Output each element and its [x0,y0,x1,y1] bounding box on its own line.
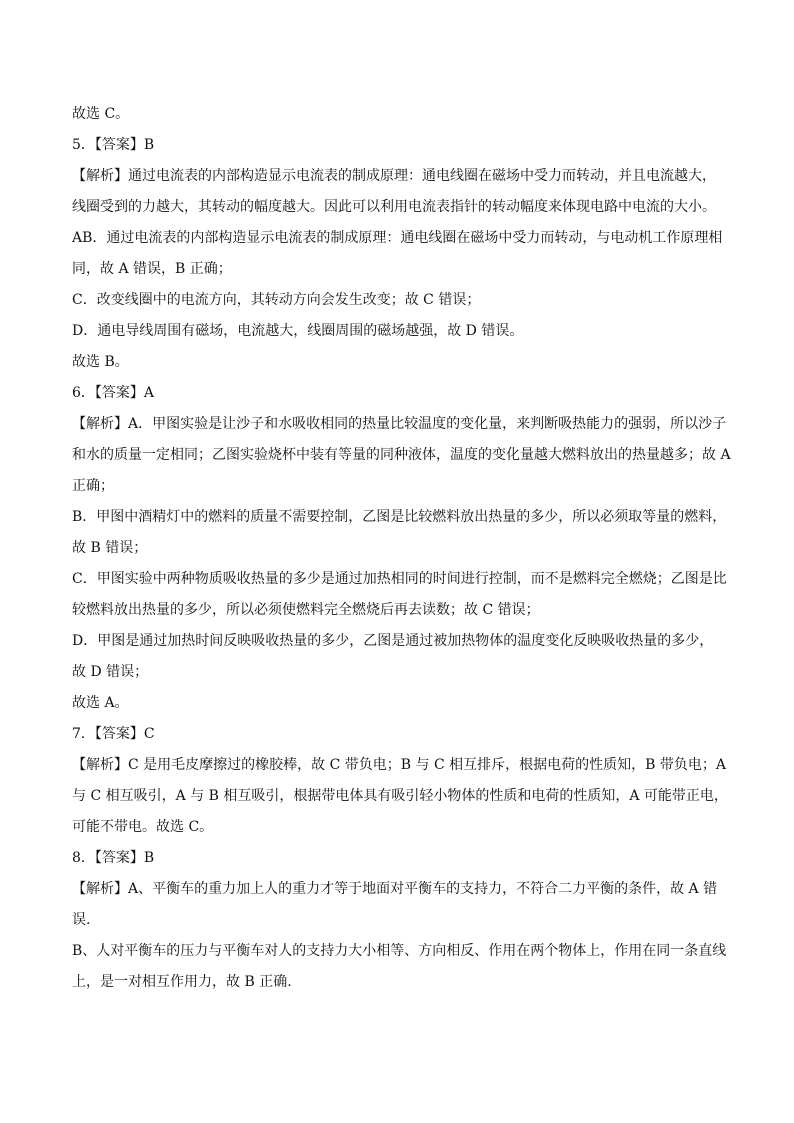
analysis-q8-line-3: B、人对平衡车的压力与平衡车对人的支持力大小相等、方向相反、作用在两个物体上，作用在同一条直线 [72,943,727,959]
document-body [72,99,732,998]
analysis-q5-line-3: AB．通过电流表的内部构造显示电流表的制成原理：通电线圈在磁场中受力而转动，与电动机工作原理相 [72,230,723,246]
analysis-q6-line-6: C．甲图实验中两种物质吸收热量的多少是通过加热相同的时间进行控制，而不是燃料完全燃烧；乙图是比 [72,571,727,587]
analysis-q5-line-6: D．通电导线周围有磁场，电流越大，线圈周围的磁场越强，故 D 错误。 [72,323,524,339]
analysis-q5-line-5: C．改变线圈中的电流方向，其转动方向会发生改变；故 C 错误； [72,292,481,308]
analysis-q6-line-1: 【解析】A．甲图实验是让沙子和水吸收相同的热量比较温度的变化量，来判断吸热能力的强弱，所以沙子 [72,416,727,432]
analysis-q7-line-1: 【解析】C 是用毛皮摩擦过的橡胶棒，故 C 带负电；B 与 C 相互排斥，根据电荷的性质知，B 带负电；A [72,757,726,773]
analysis-q5-line-2: 线圈受到的力越大，其转动的幅度越大。因此可以利用电流表指针的转动幅度来体现电路中电流的大小。 [72,199,716,215]
answer-q7: 7．【答案】C [72,726,155,742]
analysis-q6-line-8: D．甲图是通过加热时间反映吸收热量的多少，乙图是通过被加热物体的温度变化反映吸收热量的多少， [72,633,714,649]
analysis-q6-line-9: 故 D 错误； [72,664,149,680]
analysis-q6-line-7: 较燃料放出热量的多少，所以必须使燃料完全燃烧后再去读数；故 C 错误； [72,602,540,618]
analysis-q8-line-1: 【解析】A、平衡车的重力加上人的重力才等于地面对平衡车的支持力，不符合二力平衡的条件，故 A 错 [72,881,718,897]
answer-q8: 8．【答案】B [72,850,155,866]
conclusion-q6: 故选 A。 [72,695,129,711]
analysis-q8-line-4: 上，是一对相互作用力，故 B 正确. [72,974,292,990]
analysis-q6-line-2: 和水的质量一定相同；乙图实验烧杯中装有等量的同种液体，温度的变化量越大燃料放出的热量越多；故 A [72,447,731,463]
conclusion-q4: 故选 C。 [72,106,130,122]
analysis-q6-line-4: B．甲图中酒精灯中的燃料的质量不需要控制，乙图是比较燃料放出热量的多少，所以必须取等量的燃料， [72,509,727,525]
analysis-q7-line-2: 与 C 相互吸引，A 与 B 相互吸引，根据带电体具有吸引轻小物体的性质和电荷的性质知，A 可能带正电， [72,788,728,804]
analysis-q8-line-2: 误. [72,912,91,928]
conclusion-q5: 故选 B。 [72,354,129,370]
analysis-q6-line-5: 故 B 错误； [72,540,148,556]
answer-q5: 5．【答案】B [72,137,155,153]
analysis-q5-line-1: 【解析】通过电流表的内部构造显示电流表的制成原理：通电线圈在磁场中受力而转动，并且电流越大， [72,168,716,184]
analysis-q6-line-3: 正确； [72,478,114,494]
analysis-q5-line-4: 同，故 A 错误，B 正确； [72,261,232,277]
analysis-q7-line-3: 可能不带电。故选 C。 [72,819,214,835]
answer-q6: 6．【答案】A [72,385,155,401]
